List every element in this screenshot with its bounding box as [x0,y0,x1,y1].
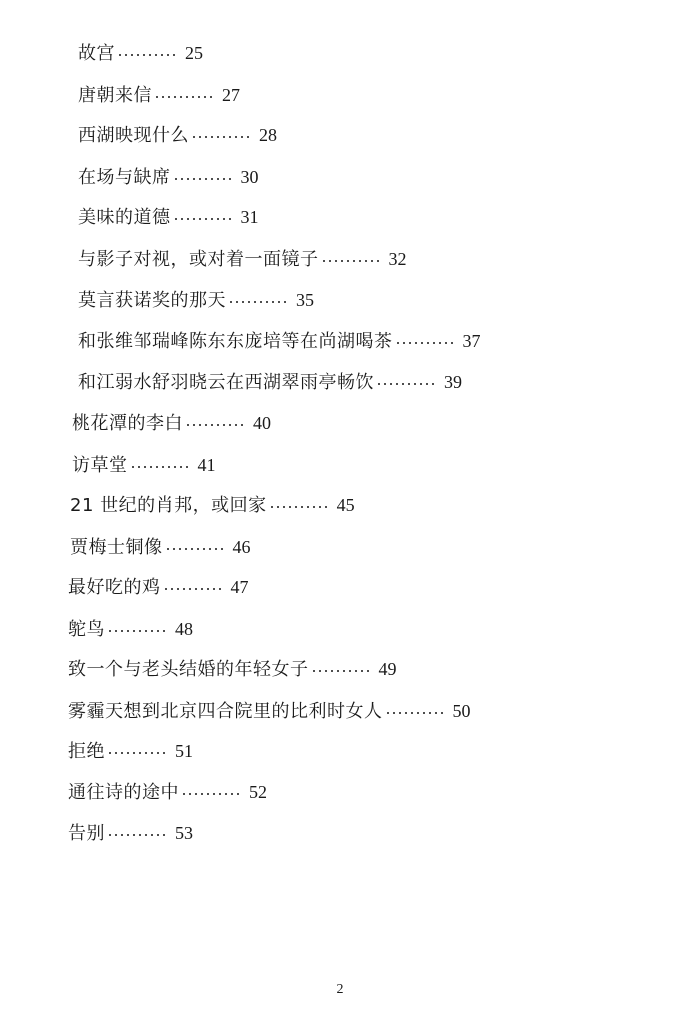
toc-entry-page: 25 [185,43,203,63]
toc-dot-leader [228,301,286,303]
toc-entry-page: 51 [175,741,193,761]
toc-dot-leader [165,548,223,550]
toc-entry [78,40,203,66]
toc-entry-page: 47 [230,577,249,597]
toc-entry-page: 30 [240,167,259,187]
toc-dot-leader [185,424,243,426]
toc-dot-leader [107,752,165,754]
toc-entry-page: 41 [197,455,216,475]
toc-entry [78,328,481,354]
toc-entry-title: 通往诗的途中 [68,782,179,803]
toc-entry [72,410,271,436]
toc-dot-leader [321,260,379,262]
toc-dot-leader [154,96,212,98]
toc-entry-page: 52 [249,782,267,802]
toc-entry-page: 27 [222,85,240,105]
toc-entry-title: 与影子对视，或对着一面镜子 [78,249,319,270]
toc-entry [78,287,314,313]
toc-entry-page: 50 [452,701,471,721]
page-number: 2 [336,982,344,997]
toc-entry-page: 53 [175,823,193,843]
toc-entry [70,534,251,560]
toc-entry-page: 32 [388,249,407,269]
toc-entry-title: 故宫 [78,43,115,64]
toc-entry-page: 37 [462,331,481,351]
toc-entry [78,82,240,108]
toc-entry-title: 和张维邹瑞峰陈东东庞培等在尚湖喝茶 [78,331,393,352]
toc-entry-title: 雾霾天想到北京四合院里的比利时女人 [68,701,383,722]
toc-entry-title: 拒绝 [68,741,105,762]
toc-entry-title: 美味的道德 [78,207,171,228]
toc-entry-title: 在场与缺席 [78,167,171,188]
toc-dot-leader [385,712,443,714]
toc-dot-leader [173,218,231,220]
toc-dot-leader [117,54,175,56]
toc-entry-title: 访草堂 [72,455,128,476]
toc-entry [68,616,193,642]
toc-entry-page: 39 [444,372,462,392]
toc-entry-title: 贾梅士铜像 [70,537,163,558]
toc-entry [68,698,471,724]
toc-dot-leader [107,834,165,836]
toc-dot-leader [269,506,327,508]
toc-entry-title: 鸵鸟 [68,619,105,640]
toc-dot-leader [376,383,434,385]
toc-dot-leader [191,136,249,138]
toc-entry-page: 31 [240,207,259,227]
toc-entry [68,779,267,805]
toc-entry [78,164,259,190]
toc-entry-title: 21 世纪的肖邦，或回家 [70,495,267,516]
toc-dot-leader [130,466,188,468]
toc-entry-page: 35 [296,290,314,310]
toc-entry [70,492,355,518]
toc-entry [78,369,462,395]
toc-entry-title: 莫言获诺奖的那天 [78,290,226,311]
toc-entry-page: 48 [175,619,193,639]
toc-entry-title: 最好吃的鸡 [68,577,161,598]
toc-entry [68,820,193,846]
toc-dot-leader [395,342,453,344]
toc-entry-page: 49 [378,659,397,679]
toc-entry [78,122,277,148]
toc-entry [68,738,193,764]
toc-entry-title: 桃花潭的李白 [72,413,183,434]
toc-entry-page: 40 [253,413,271,433]
toc-entry-title: 西湖映现什么 [78,125,189,146]
toc-entry-title: 和江弱水舒羽晓云在西湖翠雨亭畅饮 [78,372,374,393]
toc-entry [78,246,407,272]
toc-dot-leader [163,588,221,590]
toc-entry-page: 45 [336,495,355,515]
toc-dot-leader [181,793,239,795]
toc-entry [72,452,216,478]
toc-entry-title: 告别 [68,823,105,844]
toc-dot-leader [173,178,231,180]
toc-entry-title: 致一个与老头结婚的年轻女子 [68,659,309,680]
toc-entry [68,656,397,682]
toc-entry [78,204,259,230]
toc-entry-title: 唐朝来信 [78,85,152,106]
toc-entry-page: 28 [259,125,277,145]
toc-entry-page: 46 [232,537,251,557]
toc-dot-leader [311,670,369,672]
toc-dot-leader [107,630,165,632]
toc-entry [68,574,249,600]
